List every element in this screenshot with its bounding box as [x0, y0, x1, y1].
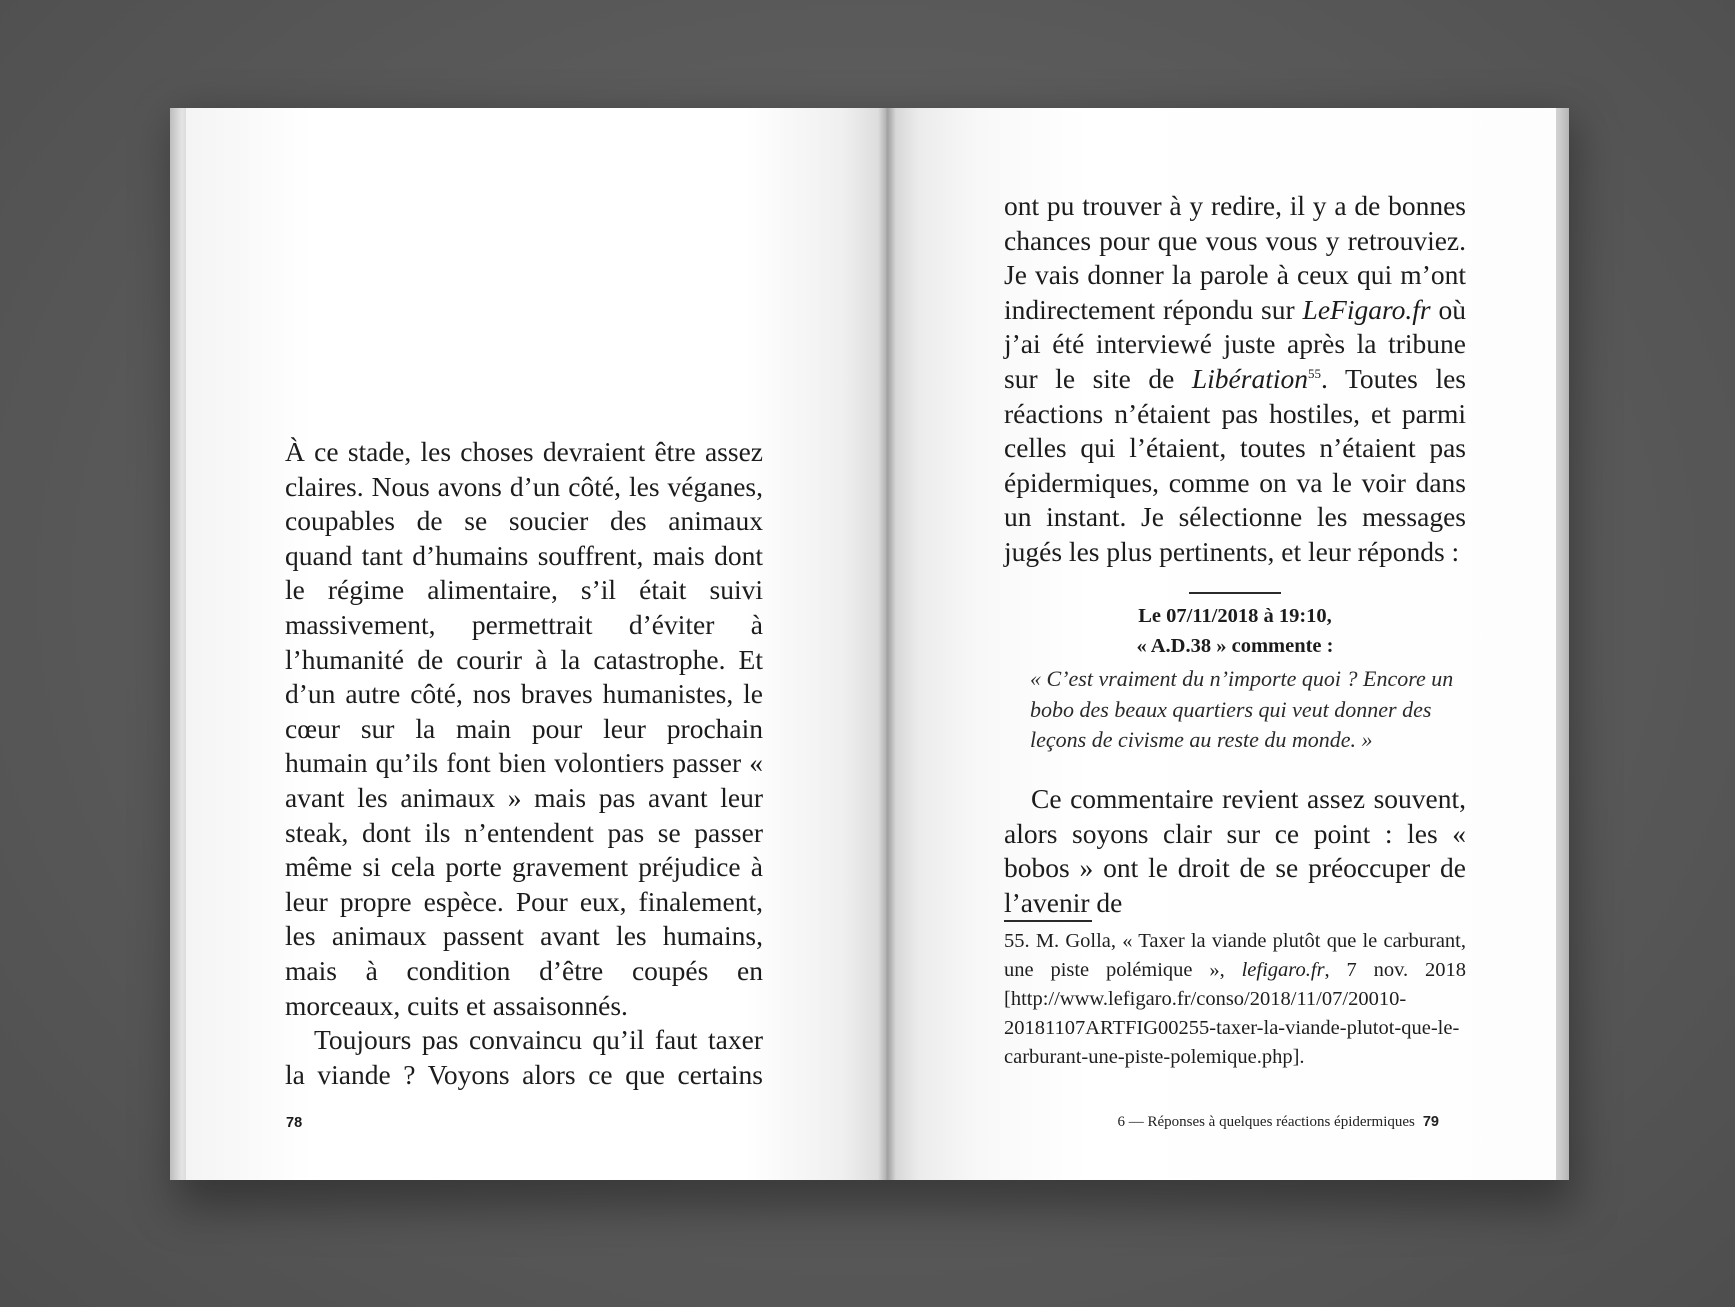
footnote-divider — [1004, 920, 1092, 922]
footnote-source: lefigaro.fr — [1241, 959, 1325, 981]
right-page-body — [1004, 189, 1466, 570]
chapter-title: 6 — Réponses à quelques réactions épidermiques — [1117, 1114, 1415, 1130]
quote-divider — [1189, 592, 1281, 594]
right-paragraph-1-text-b: où j’ai été interviewé juste après la tribune sur le site de — [1004, 293, 1466, 394]
footnote-55 — [1004, 927, 1466, 1072]
right-paragraph-1-text-c: . Toutes les réactions n’étaient pas hostiles, et parmi celles qui l’étaient, toutes n’étaient pas épidermiques, comme on va le voir dans un instant. Je sélectionne les messages jugés les plus pertinents, et leur réponds : — [1004, 362, 1466, 567]
footnote-text-b: , 7 nov. 2018 [http://www.lefigaro.fr/conso/2018/11/07/20010-20181107ARTFIG00255-taxer-la-viande-plutot-que-le-carburant-une-piste-polemique.php]. — [1004, 959, 1466, 1068]
right-paragraph-1 — [1004, 189, 1466, 570]
left-paragraph-2: Toujours pas convaincu qu’il faut taxer la viande ? Voyons alors ce que certains — [285, 1024, 763, 1090]
book-gutter — [878, 108, 896, 1180]
left-page-number: 78 — [286, 1115, 303, 1131]
footnote-text-a: 55. M. Golla, « Taxer la viande plutôt que le carburant, une piste polémique », — [1004, 930, 1466, 981]
running-head — [1117, 1114, 1439, 1131]
footnote-reference: 55 — [1308, 365, 1321, 381]
right-page-number: 79 — [1422, 1114, 1439, 1130]
right-paragraph-1-text-a: ont pu trouver à y redire, il y a de bonnes chances pour que vous vous y retrouviez. Je vais donner la parole à ceux qui m’ont indirectement répondu sur — [1004, 190, 1466, 325]
lefigaro-title: LeFigaro.fr — [1302, 293, 1431, 325]
liberation-title: Libération — [1191, 362, 1308, 394]
quote-date: Le 07/11/2018 à 19:10, — [1138, 605, 1332, 627]
quote-text: « C’est vraiment du n’importe quoi ? Encore un bobo des beaux quartiers qui veut donner des leçons de civisme au reste du monde. » — [1030, 666, 1454, 752]
left-paragraph-1: À ce stade, les choses devraient être assez claires. Nous avons d’un côté, les véganes, coupables de se soucier des animaux quand tant d’humains souffrent, mais dont le régime alimentaire, s’il était suivi massivement, permettrait d’éviter à l’humanité de courir à la catastrophe. Et d’un autre côté, nos braves humanistes, le cœur sur la main pour leur prochain humain qu’ils font bien volontiers passer « avant les animaux » mais pas avant leur steak, dont ils n’entendent pas se passer même si cela porte gravement préjudice à leur propre espèce. Pour eux, finalement, les animaux passent avant les humains, mais à condition d’être coupés en morceaux, cuits et assaisonnés. — [285, 436, 763, 1021]
quote-header — [1004, 601, 1466, 661]
right-paragraph-2: Ce commentaire revient assez souvent, alors soyons clair sur ce point : les « bobos » ont le droit de se préoccuper de l’avenir de — [1004, 783, 1466, 918]
right-page-body-continued — [1004, 782, 1466, 920]
quote-author: « A.D.38 » commente : — [1136, 635, 1334, 657]
left-page-body — [285, 435, 763, 1092]
